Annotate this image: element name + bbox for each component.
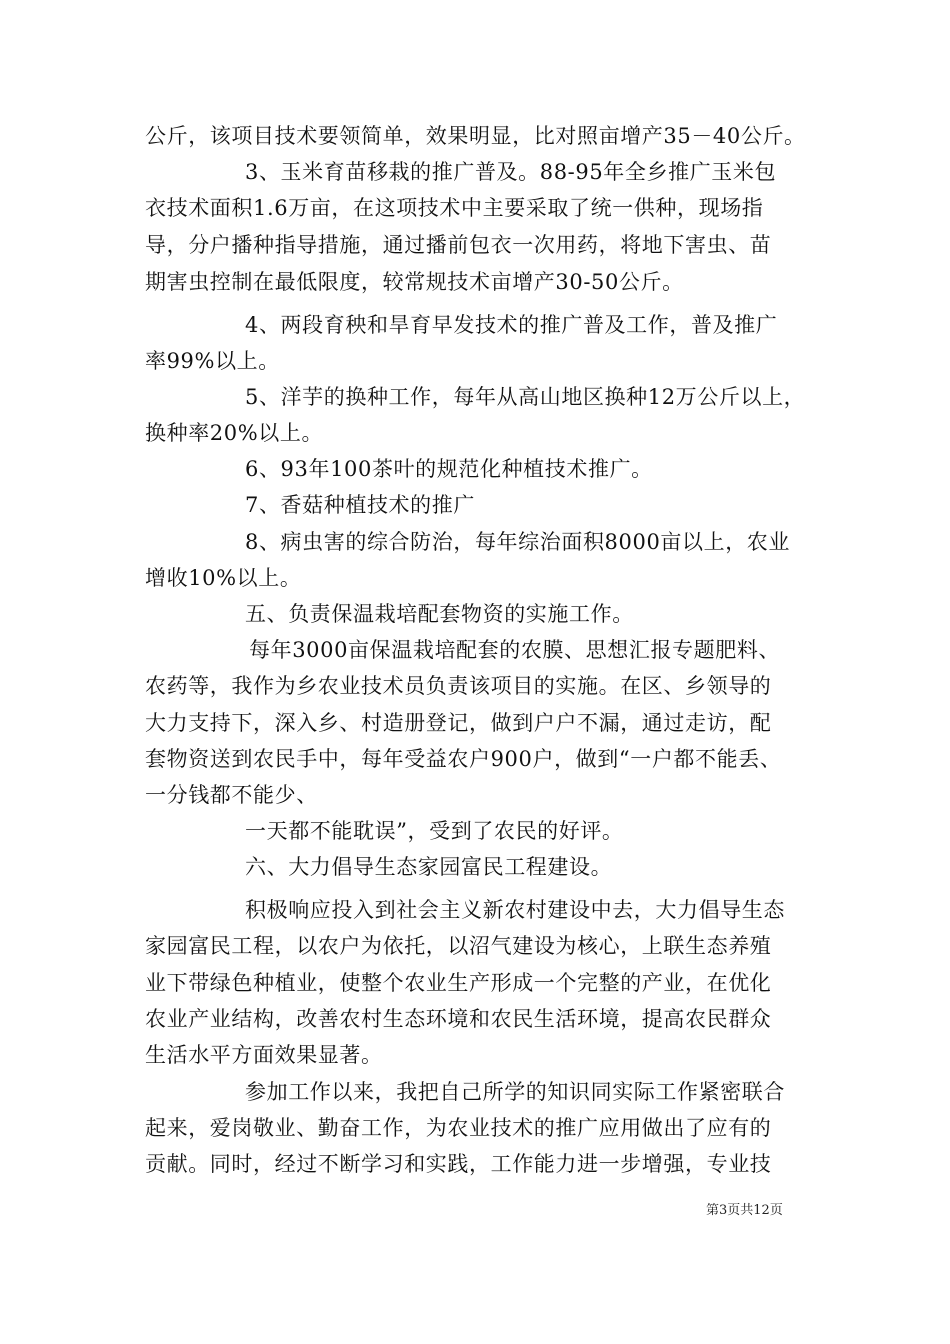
text-line: 积极响应投入到社会主义新农村建设中去，大力倡导生态	[245, 898, 785, 922]
text-line: 公斤，该项目技术要领简单，效果明显，比对照亩增产35－40公斤。	[145, 124, 806, 148]
text-line: 5、洋芋的换种工作，每年从高山地区换种12万公斤以上，	[245, 385, 806, 409]
text-line: 贡献。同时，经过不断学习和实践，工作能力进一步增强，专业技	[145, 1152, 772, 1176]
text-line: 一天都不能耽误”，受到了农民的好评。	[245, 819, 624, 843]
text-line: 业下带绿色种植业，使整个农业生产形成一个完整的产业，在优化	[145, 971, 772, 995]
text-line: 大力支持下，深入乡、村造册登记，做到户户不漏，通过走访，配	[145, 711, 772, 735]
section-heading: 五、负责保温栽培配套物资的实施工作。	[245, 602, 634, 626]
text-line: 农业产业结构，改善农村生态环境和农民生活环境，提高农民群众	[145, 1007, 772, 1031]
text-line: 期害虫控制在最低限度，较常规技术亩增产30-50公斤。	[145, 270, 684, 294]
text-line: 8、病虫害的综合防治，每年综治面积8000亩以上，农业	[245, 530, 791, 554]
section-heading: 六、大力倡导生态家园富民工程建设。	[245, 855, 613, 879]
text-line: 4、两段育秧和旱育早发技术的推广普及工作，普及推广	[245, 313, 778, 337]
text-line: 家园富民工程，以农户为依托，以沼气建设为核心，上联生态养殖	[145, 934, 772, 958]
text-line: 7、香菇种植技术的推广	[245, 493, 475, 517]
text-line: 衣技术面积1.6万亩，在这项技术中主要采取了统一供种，现场指	[145, 196, 764, 220]
text-line: 3、玉米育苗移栽的推广普及。88-95年全乡推广玉米包	[245, 160, 777, 184]
text-line: 生活水平方面效果显著。	[145, 1043, 383, 1067]
page-number: 第3页共12页	[706, 1203, 783, 1218]
text-line: 农药等，我作为乡农业技术员负责该项目的实施。在区、乡领导的	[145, 674, 772, 698]
text-line: 率99%以上。	[145, 349, 280, 373]
text-line: 每年3000亩保温栽培配套的农膜、思想汇报专题肥料、	[249, 638, 781, 662]
text-line: 6、93年100茶叶的规范化种植技术推广。	[245, 457, 653, 481]
text-line: 参加工作以来，我把自己所学的知识同实际工作紧密联合	[245, 1080, 785, 1104]
text-line: 起来，爱岗敬业、勤奋工作，为农业技术的推广应用做出了应有的	[145, 1116, 772, 1140]
text-line: 换种率20%以上。	[145, 421, 324, 445]
text-line: 增收10%以上。	[145, 566, 302, 590]
text-line: 套物资送到农民手中，每年受益农户900户，做到“一户都不能丢、	[145, 747, 782, 771]
text-line: 一分钱都不能少、	[145, 783, 318, 807]
text-line: 导，分户播种指导措施，通过播前包衣一次用药，将地下害虫、苗	[145, 233, 772, 257]
